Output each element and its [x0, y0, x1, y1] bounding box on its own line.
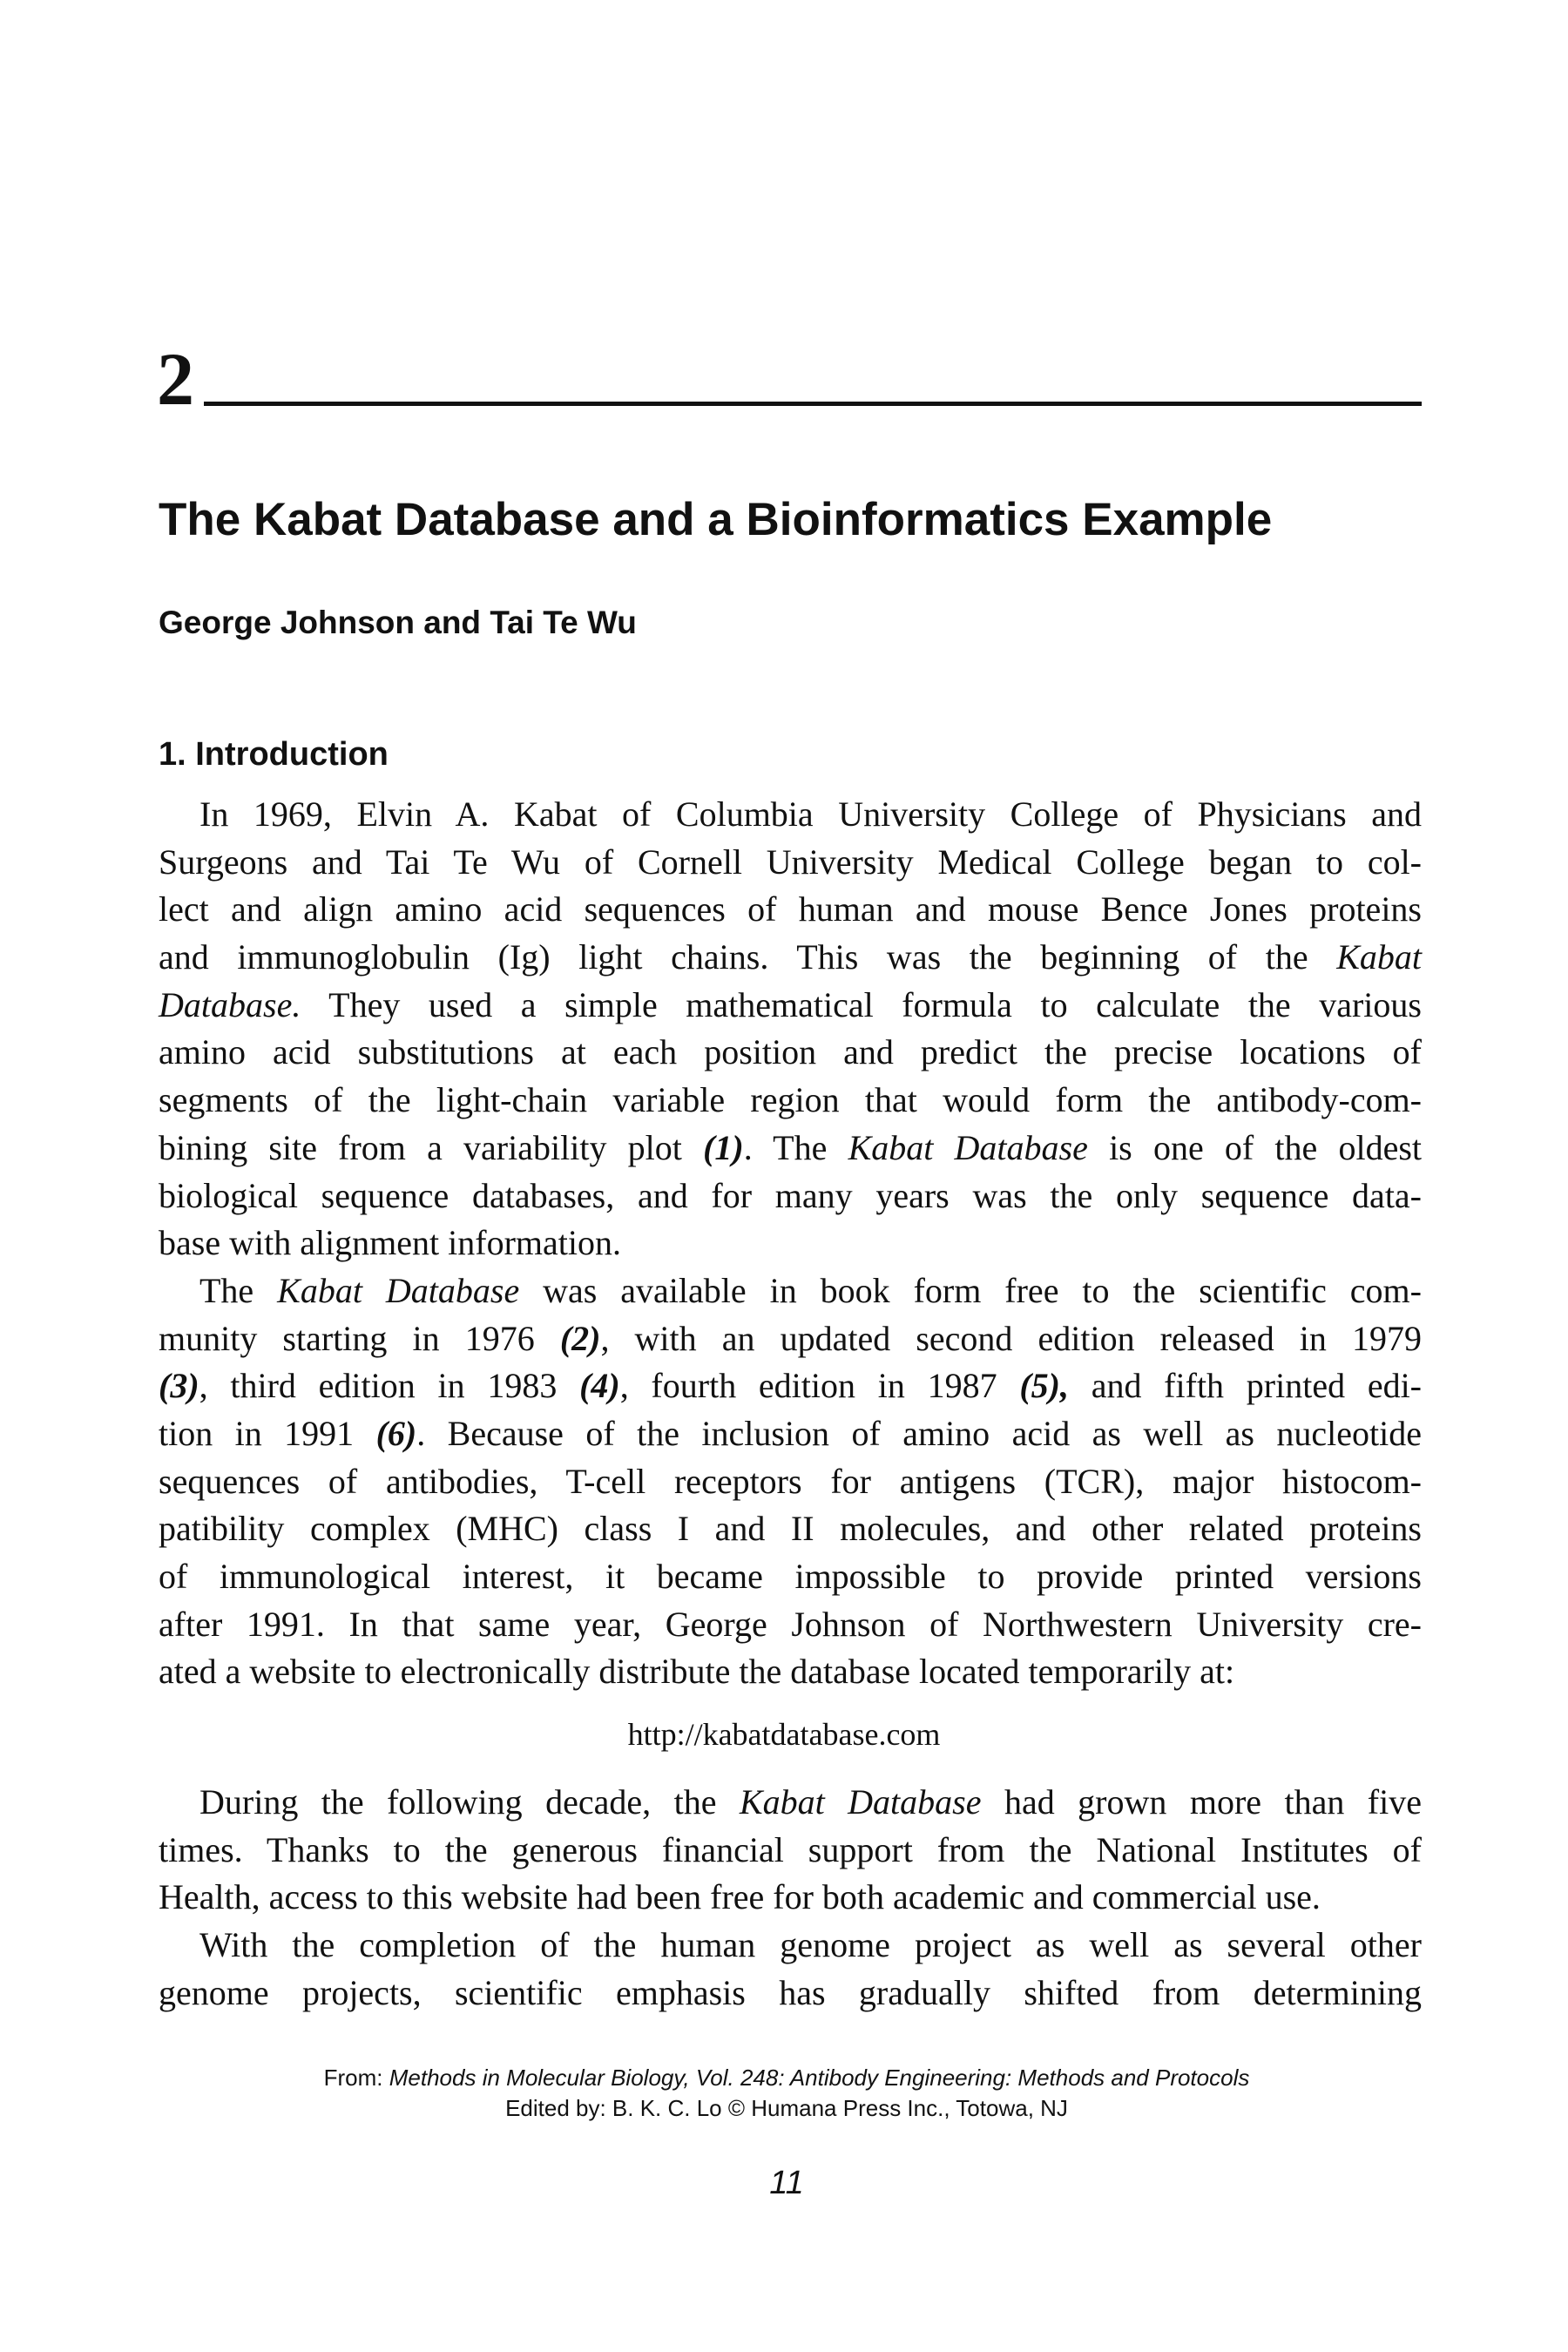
source-from-label: From:	[323, 2065, 389, 2091]
text-line	[159, 1458, 1422, 1506]
text-run: and fifth printed edi-	[1068, 1366, 1423, 1406]
text-run: , fourth edition in 1987	[619, 1366, 1020, 1406]
text-line	[159, 1362, 1422, 1410]
text-run: tion in 1991	[159, 1413, 376, 1453]
text-line	[159, 1970, 1422, 2017]
chapter-number: 2	[157, 337, 194, 421]
italic-text: Database.	[159, 984, 301, 1024]
text-line	[159, 1601, 1422, 1649]
text-line	[159, 1922, 1422, 1970]
body-text-bottom	[159, 1779, 1422, 2017]
text-line	[159, 934, 1422, 982]
text-line	[159, 1648, 1422, 1696]
reference-citation: (5),	[1019, 1366, 1069, 1406]
reference-citation: (2)	[559, 1318, 601, 1358]
chapter-authors: George Johnson and Tai Te Wu	[159, 605, 637, 640]
source-title: Methods in Molecular Biology, Vol. 248: Antibody Engineering: Methods and Protocols	[389, 2065, 1250, 2091]
text-run: of immunological interest, it became impossible to provide printed versions	[159, 1557, 1422, 1596]
text-run: In 1969, Elvin A. Kabat of Columbia University College of Physicians and	[199, 794, 1422, 834]
editor-note: Edited by: B. K. C. Lo © Humana Press Inc., Totowa, NJ	[505, 2095, 1068, 2121]
text-line	[159, 1077, 1422, 1125]
text-line	[159, 1553, 1422, 1601]
text-line	[159, 1827, 1422, 1875]
text-run: after 1991. In that same year, George Johnson of Northwestern University cre-	[159, 1604, 1422, 1644]
reference-citation: (4)	[579, 1366, 620, 1406]
text-run: , third edition in 1983	[199, 1366, 580, 1406]
reference-citation: (6)	[375, 1413, 417, 1453]
page-number: 11	[769, 2165, 804, 2201]
text-line	[159, 1315, 1422, 1363]
text-run: Health, access to this website had been free for both academic and commercial use.	[159, 1877, 1321, 1917]
text-line	[159, 1029, 1422, 1077]
text-run: genome projects, scientific emphasis has gradually shifted from determining	[159, 1972, 1422, 2012]
text-line	[159, 1267, 1422, 1315]
text-run: The	[199, 1270, 278, 1310]
text-run: base with alignment information.	[159, 1223, 621, 1263]
italic-text: Kabat Database	[848, 1127, 1088, 1167]
section-heading: 1. Introduction	[159, 736, 389, 773]
text-run: and immunoglobulin (Ig) light chains. This was the beginning of the	[159, 937, 1337, 977]
text-line	[159, 791, 1422, 839]
text-run: munity starting in 1976	[159, 1318, 560, 1358]
chapter-title: The Kabat Database and a Bioinformatics Example	[159, 494, 1273, 545]
text-run: had grown more than five	[981, 1782, 1422, 1821]
database-url: http://kabatdatabase.com	[627, 1717, 941, 1752]
text-run: is one of the oldest	[1087, 1127, 1423, 1167]
text-run: segments of the light-chain variable region that would form the antibody-com-	[159, 1080, 1422, 1120]
text-line	[159, 839, 1422, 887]
italic-text: Kabat Database	[277, 1270, 520, 1310]
text-line	[159, 982, 1422, 1030]
italic-text: Kabat	[1336, 937, 1422, 977]
chapter-rule	[204, 402, 1422, 406]
text-run: times. Thanks to the generous financial support from the National Institutes of	[159, 1829, 1422, 1869]
text-line	[159, 886, 1422, 934]
reference-citation: (3)	[159, 1366, 199, 1406]
text-run: . The	[743, 1127, 848, 1167]
text-line	[159, 1173, 1422, 1220]
text-run: ated a website to electronically distribute the database located temporarily at:	[159, 1652, 1235, 1692]
text-run: biological sequence databases, and for many years was the only sequence data-	[159, 1175, 1422, 1215]
text-run: . Because of the inclusion of amino acid as well as nucleotide	[416, 1413, 1423, 1453]
text-run: bining site from a variability plot	[159, 1127, 704, 1167]
text-run: lect and align amino acid sequences of human and mouse Bence Jones proteins	[159, 889, 1422, 929]
text-run: Surgeons and Tai Te Wu of Cornell University Medical College began to col-	[159, 841, 1422, 882]
text-run: amino acid substitutions at each position and predict the precise locations of	[159, 1032, 1422, 1072]
text-run: was available in book form free to the scientific com-	[519, 1270, 1422, 1310]
italic-text: Kabat Database	[739, 1782, 982, 1821]
text-line	[159, 1125, 1422, 1173]
text-line	[159, 1410, 1422, 1458]
body-text-top	[159, 791, 1422, 1696]
text-run: With the completion of the human genome project as well as several other	[199, 1925, 1422, 1965]
text-run: , with an updated second edition released in 1979	[600, 1318, 1422, 1358]
text-run: patibility complex (MHC) class I and II molecules, and other related proteins	[159, 1509, 1422, 1549]
text-line	[159, 1505, 1422, 1553]
text-line	[159, 1220, 1422, 1267]
text-line	[159, 1779, 1422, 1827]
text-run: sequences of antibodies, T-cell receptors for antigens (TCR), major histocom-	[159, 1461, 1422, 1501]
text-run: During the following decade, the	[199, 1782, 740, 1821]
source-note	[0, 2063, 1568, 2092]
text-line	[159, 1874, 1422, 1922]
text-run: They used a simple mathematical formula to calculate the various	[301, 984, 1422, 1024]
reference-citation: (1)	[703, 1127, 744, 1167]
